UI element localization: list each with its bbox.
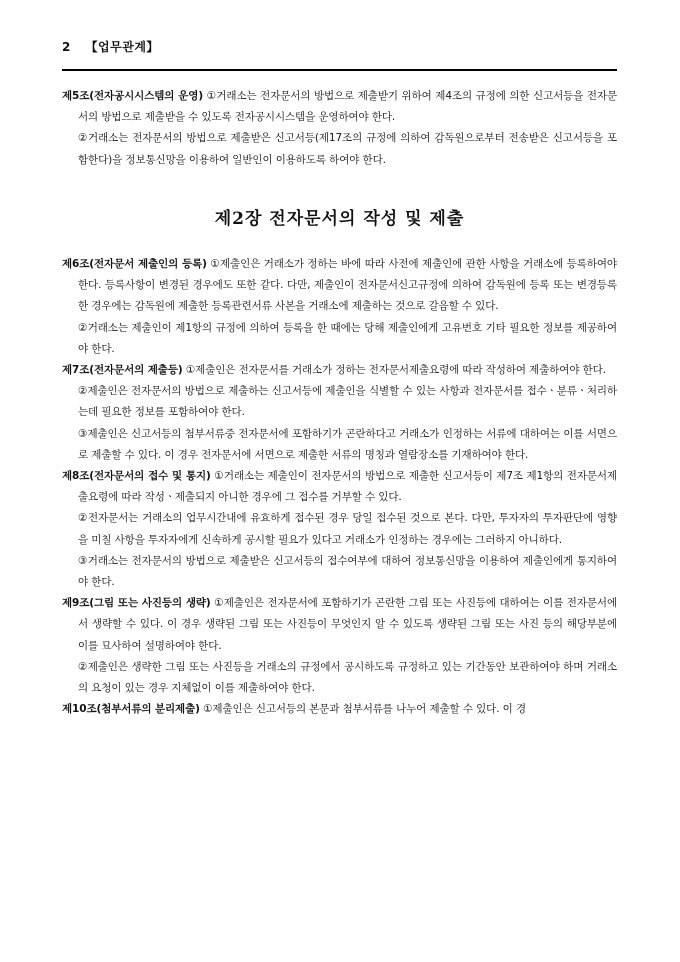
article-6-p2: ②거래소는 제출인이 제1항의 규정에 의하여 등록을 한 때에는 당해 제출인에게 고유번호 기타 필요한 정보를 제공하여야 한다. bbox=[78, 321, 617, 355]
page-header bbox=[62, 38, 159, 55]
article-5-text: ①거래소는 전자문서의 방법으로 제출받기 위하여 제4조의 규정에 의한 신고서등을 전자문서의 방법으로 제출받을 수 있도록 전자공시시스템을 운영하여야 한다. bbox=[78, 90, 617, 124]
article-7-p3: ③제출인은 신고서등의 첨부서류중 전자문서에 포함하기가 곤란하다고 거래소가 인정하는 서류에 대하여는 이를 서면으로 제출할 수 있다. 이 경우 전자문서에 서면으로 제출한 서류의 명칭과 열람장소를 기재하여야 한다. bbox=[78, 427, 617, 461]
article-7-title: 제7조(전자문서의 제출등) bbox=[62, 364, 183, 377]
article-6-text: ①제출인은 거래소가 정하는 바에 따라 사전에 제출인에 관한 사항을 거래소에 등록하여야 한다. 등록사항이 변경된 경우에도 또한 같다. 다만, 제출인이 전자문서신고규정에 의하여 감독원에 등록 또는 변경등록한 경우에는 감독원에 제출한 등록관련서류 사본을 거래소에 제출하는 것으로 갈음할 수 있다. bbox=[78, 258, 617, 313]
article-5-title: 제5조(전자공시시스템의 운영) bbox=[62, 90, 204, 102]
article-6-title: 제6조(전자문서 제출인의 등록) bbox=[62, 258, 207, 271]
article-7-p1 bbox=[62, 360, 617, 381]
article-8-p2: ②전자문서는 거래소의 업무시간내에 유효하게 접수된 경우 당일 접수된 것으로 본다. 다만, 투자자의 투자판단에 영향을 미칠 사항을 투자자에게 신속하게 공시할 필요가 있다고 거래소가 인정하는 경우에는 그러하지 아니하다. bbox=[78, 512, 617, 546]
document-body bbox=[62, 86, 617, 720]
page-number: 2 bbox=[62, 40, 71, 54]
article-7-p2: ②제출인은 전자문서의 방법으로 제출하는 신고서등에 제출인을 식별할 수 있는 사항과 전자문서를 접수ㆍ분류ㆍ처리하는데 필요한 정보를 포함하여야 한다. bbox=[78, 385, 617, 419]
article-9-text: ①제출인은 전자문서에 포함하기가 곤란한 그림 또는 사진등에 대하여는 이를 전자문서에서 생략할 수 있다. 이 경우 생략된 그림 또는 사진등이 무엇인지 알 수 있도록 생략된 그림 또는 사진 등의 해당부분에 이를 묘사하여 설명하여야 한다. bbox=[78, 597, 617, 652]
article-9-p2: ②제출인은 생략한 그림 또는 사진등을 거래소의 규정에서 공시하도록 규정하고 있는 기간동안 보관하여야 하며 거래소의 요청이 있는 경우 지체없이 이를 제출하여야 한다. bbox=[78, 660, 617, 695]
article-8-p1 bbox=[62, 466, 617, 508]
chapter-title: 제2장 전자문서의 작성 및 제출 bbox=[214, 208, 465, 229]
article-10-p1 bbox=[62, 699, 617, 720]
article-5-p2: ②거래소는 전자문서의 방법으로 제출받은 신고서등(제17조의 규정에 의하여 감독원으로부터 전송받은 신고서등을 포함한다)을 정보통신망을 이용하여 일반인이 이용하도록 하여야 한다. bbox=[78, 132, 617, 166]
article-7-text: ①제출인은 전자문서를 거래소가 정하는 전자문서제출요령에 따라 작성하여 제출하여야 한다. bbox=[185, 364, 606, 377]
article-9-p1 bbox=[62, 593, 617, 657]
article-9-title: 제9조(그림 또는 사진등의 생략) bbox=[62, 597, 211, 610]
article-8-title: 제8조(전자문서의 접수 및 통지) bbox=[62, 470, 211, 483]
article-5-p1 bbox=[62, 86, 617, 128]
article-8-text: ①거래소는 제출인이 전자문서의 방법으로 제출한 신고서등이 제7조 제1항의 전자문서제출요령에 따라 작성ㆍ제출되지 아니한 경우에 그 접수를 거부할 수 있다. bbox=[78, 470, 617, 504]
article-6-p1 bbox=[62, 254, 617, 318]
section-label: 【업무관계】 bbox=[85, 40, 159, 54]
article-10-text: ①제출인은 신고서등의 본문과 첨부서류를 나누어 제출할 수 있다. 이 경 bbox=[203, 703, 526, 716]
header-rule bbox=[62, 69, 617, 71]
article-10-title: 제10조(첨부서류의 분리제출) bbox=[62, 703, 200, 716]
article-8-p3: ③거래소는 전자문서의 방법으로 제출받은 신고서등의 접수여부에 대하여 정보통신망을 이용하여 제출인에게 통지하여야 한다. bbox=[78, 554, 617, 589]
